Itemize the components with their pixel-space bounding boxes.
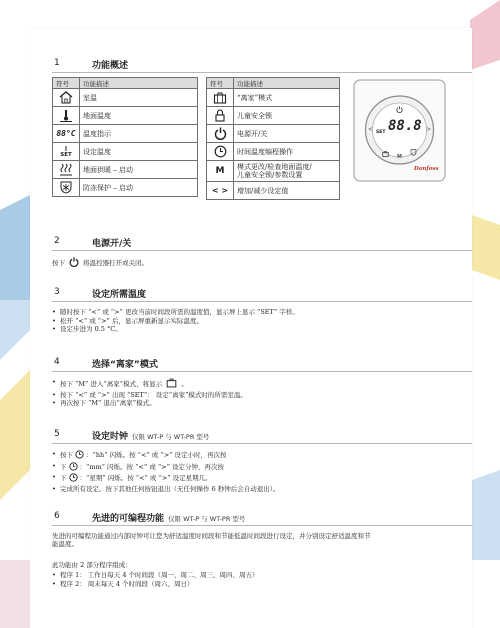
thermostat-set-label: SET [376, 130, 386, 135]
list-item: • 程序 2： 周末每天 4 个时间段（周六、周日） [52, 580, 474, 589]
row-description: 地面温度 [80, 107, 198, 125]
section-note: 仅限 WT-P 与 WT-PR 型号 [168, 515, 246, 523]
list-item-text: 。 [181, 380, 188, 388]
symbol-table-left [52, 77, 198, 197]
list-item-text: ：“星期” 闪烁。按 “<” 或 “>” 设定星期几。 [79, 474, 212, 482]
list-item-text: 按下 “M” 进入“离家”模式，将显示 [60, 380, 163, 388]
thermostat-right-button[interactable]: > [426, 126, 432, 133]
list-item: • 随时按下 “<” 或 “>” 更改当前时间段所需的温度值，显示屏上显示 “SET” 字样。 [52, 308, 474, 317]
table-header-row [207, 78, 340, 89]
header-description: 功能描述 [234, 78, 340, 89]
row-description: 室温 [80, 89, 198, 107]
row-description: “离家”模式 [234, 89, 340, 107]
section-title: 选择“离家”模式 [92, 360, 158, 370]
table-row [207, 107, 340, 125]
document-page [30, 28, 472, 628]
section-5-list [52, 450, 474, 493]
thermostat-power-icon [396, 98, 403, 117]
floor-thermometer-icon [59, 109, 73, 122]
section-5-heading [52, 429, 472, 444]
section-number: 3 [54, 287, 60, 297]
section-number: 5 [54, 429, 60, 439]
section-title: 电源开/关 [92, 239, 132, 249]
set-arrow-icon [63, 146, 69, 151]
m-key-icon: M [215, 166, 225, 176]
thermostat-frost-icon [410, 141, 417, 160]
section-3-heading [52, 287, 472, 302]
clock-icon [214, 145, 227, 158]
table-header-row [53, 78, 198, 89]
section-title: 先进的可编程功能 [92, 514, 165, 524]
thermostat-left-button[interactable]: < [368, 126, 374, 133]
list-item-text: ：“hh” 闪烁。按 “<” 或 “>” 设定小时，再次按 [86, 451, 227, 459]
table-row [207, 182, 340, 200]
list-item: • 完成所有设定。按下其他任何按钮退出（无任何操作 6 秒钟后会自动退出）。 [52, 485, 474, 494]
arrows-icon: < > [211, 186, 229, 195]
row-description: 防冻保护 – 启动 [80, 179, 198, 197]
table-row [207, 161, 340, 182]
row-description-line2: 儿童安全锁/参数设置 [237, 171, 303, 179]
list-item-text: 下 [60, 462, 67, 471]
table-row [207, 89, 340, 107]
thermostat-brand-logo: Danfoss [414, 166, 439, 172]
row-description: 儿童安全锁 [234, 107, 340, 125]
symbol-table-right [206, 77, 340, 200]
thermostat-display-digits: 88.8 [388, 118, 422, 134]
section-number: 1 [54, 58, 60, 68]
list-item: • 再次按下 “M” 退出“离家”模式。 [52, 399, 474, 408]
list-item [52, 462, 474, 474]
clock-icon [75, 450, 84, 462]
frost-protection-icon [59, 181, 73, 194]
section-4-heading [52, 357, 472, 372]
list-item: • 松开 “<” 或 “>” 后，显示屏重新显示实际温度。 [52, 317, 474, 326]
section-number: 2 [54, 236, 60, 246]
temperature-display-icon: 88°C [56, 129, 76, 138]
row-description: 增加/减少设定值 [234, 182, 340, 200]
table-row [53, 179, 198, 197]
section-title: 功能概述 [92, 61, 129, 71]
list-item-text: 下 [60, 474, 67, 482]
paragraph-line: 先进的可编程功能通过内部时钟可让您为舒适温度时间段和节能低温时间段进行设定，并分别设定舒适温度和节 [52, 532, 371, 540]
table-row [53, 143, 198, 161]
table-row [53, 89, 198, 107]
list-item: • 按下 “<” 或 “>” 出现 “SET”： 设定“离家”模式时的所需室温。 [52, 391, 474, 400]
section-number: 4 [54, 357, 60, 367]
clock-icon [69, 473, 78, 485]
section-4-list [52, 378, 474, 408]
table-row [53, 161, 198, 179]
section-6-list [52, 571, 474, 588]
section-1-heading [52, 58, 472, 73]
table-row [53, 125, 198, 143]
section-note: 仅限 WT-P 与 WT-PR 型号 [132, 433, 210, 441]
list-item [52, 450, 474, 462]
thermostat-illustration [352, 78, 447, 183]
set-temperature-icon: SET [60, 151, 72, 158]
section-2-text [52, 257, 474, 269]
section-6-paragraph [52, 532, 474, 548]
section-2-heading [52, 236, 472, 251]
power-text-pre: 按下 [52, 259, 65, 267]
power-text-post: 将温控器打开或关闭。 [83, 259, 149, 267]
padlock-icon [214, 109, 226, 122]
suitcase-icon [166, 378, 177, 391]
power-icon [214, 127, 227, 140]
list-item: • 设定步进为 0.5 °C。 [52, 325, 474, 334]
list-item [52, 378, 474, 391]
row-description: 温度指示 [80, 125, 198, 143]
list-item-text: ：“mm” 闪烁。按 “<” 或 “>” 设定分钟，再次按 [79, 462, 224, 471]
home-icon [59, 91, 73, 104]
row-description-line1: 模式更改/检查地面温度/ [237, 162, 312, 171]
thermostat-suitcase-icon [382, 142, 389, 161]
suitcase-icon [213, 92, 227, 104]
section-title: 设定所需温度 [92, 290, 147, 300]
thermostat-mode-button[interactable]: M [397, 154, 402, 160]
table-row [207, 125, 340, 143]
header-symbol: 符号 [53, 78, 80, 89]
power-icon [69, 257, 79, 269]
clock-icon [69, 462, 78, 474]
table-row [53, 107, 198, 125]
section-6-intro: 此功能由 2 部分程序组成： [52, 561, 132, 569]
list-item [52, 473, 474, 485]
section-number: 6 [54, 511, 60, 521]
row-description: 电源开/关 [234, 125, 340, 143]
row-description: 设定温度 [80, 143, 198, 161]
list-item-text: 按下 [60, 451, 73, 459]
paragraph-line: 能温度。 [52, 540, 78, 548]
section-3-list [52, 308, 474, 334]
section-title: 设定时钟 [92, 432, 129, 442]
section-6-heading [52, 511, 472, 526]
header-symbol: 符号 [207, 78, 234, 89]
heating-waves-icon [59, 163, 73, 176]
list-item: • 程序 1： 工作日每天 4 个时间段（周一、周二、周三、周四、周五） [52, 571, 474, 580]
row-description: 地面供暖 – 启动 [80, 161, 198, 179]
row-description: 时间温度编程操作 [234, 143, 340, 161]
table-row [207, 143, 340, 161]
header-description: 功能描述 [80, 78, 198, 89]
